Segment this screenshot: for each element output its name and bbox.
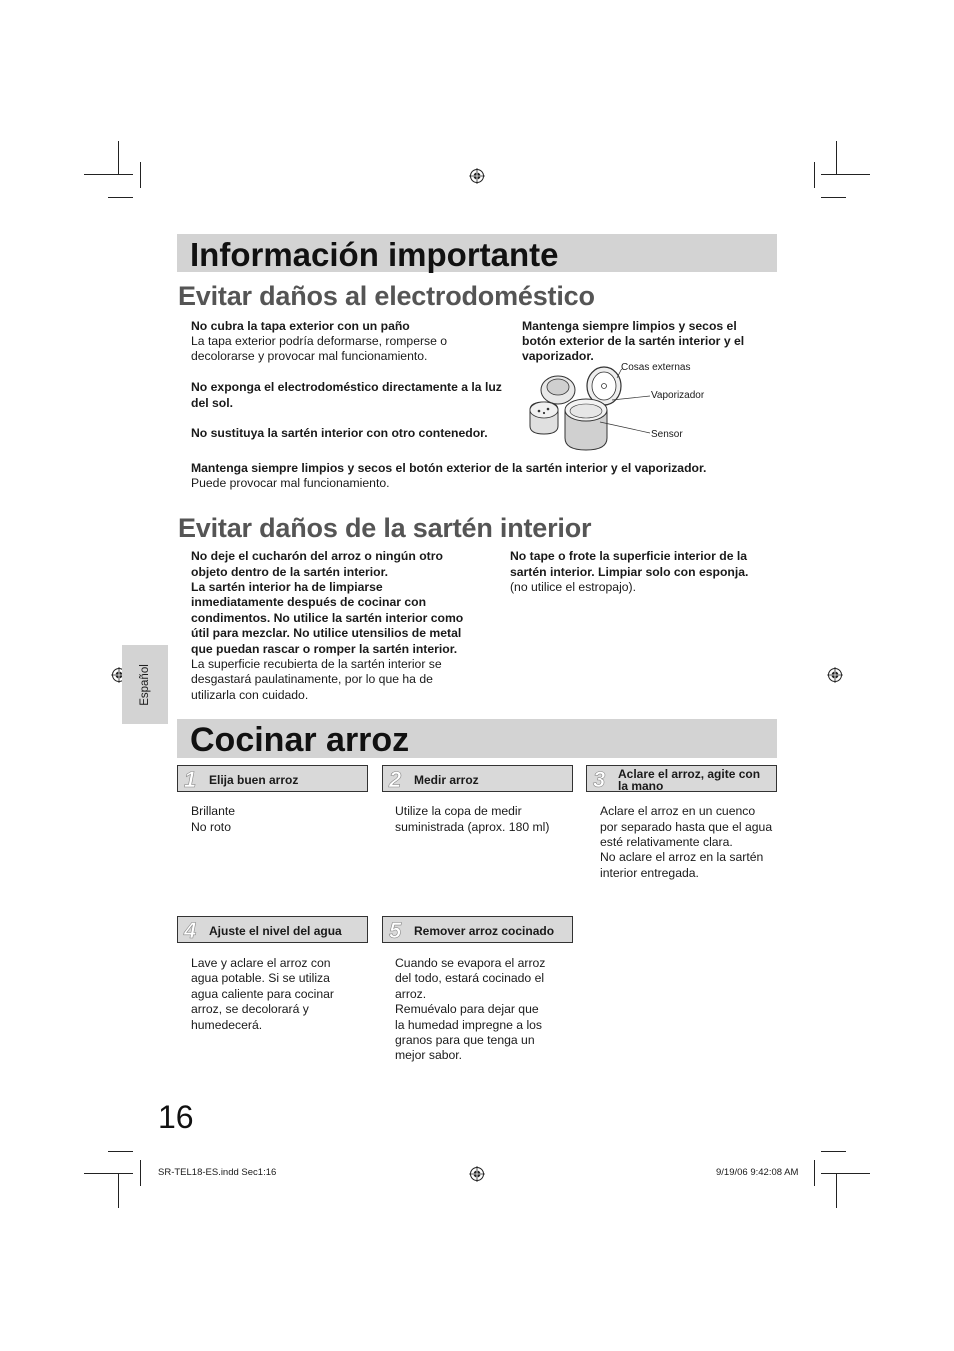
step-label: Medir arroz bbox=[414, 773, 479, 787]
step-label: Remover arroz cocinado bbox=[414, 924, 555, 938]
figure-label-external: Cosas externas bbox=[621, 362, 691, 373]
step-number: 5 bbox=[389, 918, 402, 943]
warning-inner-pan: condimentos. No utilice la sartén interior como bbox=[191, 611, 464, 625]
crop-mark bbox=[118, 141, 119, 174]
warning-text: (no utilice el estropajo). bbox=[510, 580, 636, 594]
step-text: agua caliente para cocinar bbox=[191, 987, 334, 1001]
crop-mark bbox=[108, 1151, 133, 1152]
section-heading-appliance: Evitar daños al electrodoméstico bbox=[178, 281, 595, 311]
warning-inner-pan: inmediatamente después de cocinar con bbox=[191, 595, 427, 609]
warning-keep-clean: Mantenga siempre limpios y secos el bbox=[522, 319, 737, 333]
crop-mark bbox=[108, 197, 133, 198]
crop-mark bbox=[118, 1174, 119, 1208]
step-text: por separado hasta que el agua bbox=[600, 820, 773, 834]
step-text: mejor sabor. bbox=[395, 1048, 463, 1062]
crop-mark bbox=[821, 1151, 846, 1152]
step-text: arroz, se decolorará y bbox=[191, 1002, 309, 1016]
warning-text: utilizarla con cuidado. bbox=[191, 688, 309, 702]
page-title-bar bbox=[177, 234, 777, 272]
step-text: Brillante bbox=[191, 804, 236, 818]
step-text: suministrada (aprox. 180 ml) bbox=[395, 820, 550, 834]
step-number: 2 bbox=[389, 767, 402, 792]
step-2-header bbox=[382, 765, 573, 792]
step-text: la humedad impregne a los bbox=[395, 1018, 543, 1032]
step-text: humedecerá. bbox=[191, 1018, 263, 1032]
warning-sunlight: No exponga el electrodoméstico directamente a la luz bbox=[191, 380, 502, 394]
language-tab bbox=[122, 645, 168, 724]
step-3-header bbox=[586, 765, 777, 792]
figure-label-vaporizer: Vaporizador bbox=[651, 390, 705, 401]
step-1-header bbox=[177, 765, 368, 792]
registration-mark-icon bbox=[469, 1166, 485, 1182]
warning-inner-pan: que puedan rascar o romper la sartén interior. bbox=[191, 642, 458, 656]
language-tab-label: Español bbox=[139, 664, 151, 706]
step-text: Utilize la copa de medir bbox=[395, 804, 522, 818]
footer-filename: SR-TEL18-ES.indd Sec1:16 bbox=[158, 1167, 277, 1178]
step-number: 1 bbox=[184, 767, 197, 792]
step-text: granos para que tenga un bbox=[395, 1033, 535, 1047]
registration-mark-icon bbox=[827, 667, 843, 683]
warning-keep-clean: vaporizador. bbox=[522, 349, 594, 363]
warning-scrub: sartén interior. Limpiar solo con esponja. bbox=[510, 565, 749, 579]
page-title: Información importante bbox=[190, 236, 559, 273]
crop-mark bbox=[821, 197, 846, 198]
warning-sunlight: del sol. bbox=[191, 396, 233, 410]
step-label: Aclare el arroz, agite con bbox=[618, 767, 761, 781]
crop-mark bbox=[814, 1160, 815, 1186]
step-5-header bbox=[382, 916, 573, 943]
warning-inner-pan: útil para mezclar. No utilice utensilios de metal bbox=[191, 626, 462, 640]
rice-cooker-parts-illustration bbox=[520, 360, 700, 455]
step-text: No aclare el arroz en la sartén bbox=[600, 850, 764, 864]
warning-inner-pan: objeto dentro de la sartén interior. bbox=[191, 565, 389, 579]
crop-mark bbox=[836, 1174, 837, 1208]
crop-mark bbox=[821, 1173, 870, 1174]
crop-mark bbox=[140, 1160, 141, 1186]
step-label: Elija buen arroz bbox=[209, 773, 299, 787]
step-text: esté relativamente clara. bbox=[600, 835, 733, 849]
step-text: interior entregada. bbox=[600, 866, 699, 880]
crop-mark bbox=[814, 162, 815, 188]
warning-text: decolorarse y provocar mal funcionamiento. bbox=[191, 349, 428, 363]
warning-text: Puede provocar mal funcionamiento. bbox=[191, 476, 390, 490]
step-text: del todo, estará cocinado el bbox=[395, 971, 545, 985]
step-text: Lave y aclare el arroz con bbox=[191, 956, 331, 970]
footer-timestamp: 9/19/06 9:42:08 AM bbox=[716, 1167, 799, 1178]
warning-scrub: No tape o frote la superficie interior de la bbox=[510, 549, 748, 563]
warning-inner-pan: No deje el cucharón del arroz o ningún otro bbox=[191, 549, 443, 563]
section-heading-inner-pan: Evitar daños de la sartén interior bbox=[178, 513, 592, 543]
step-text: No roto bbox=[191, 820, 231, 834]
crop-mark bbox=[836, 141, 837, 174]
step-number: 3 bbox=[593, 767, 606, 792]
warning-text: La tapa exterior podría deformarse, romperse o bbox=[191, 334, 448, 348]
warning-text: desgastará paulatinamente, por lo que ha de bbox=[191, 672, 433, 686]
warning-keep-clean: botón exterior de la sartén interior y el bbox=[522, 334, 745, 348]
registration-mark-icon bbox=[469, 168, 485, 184]
step-text: Cuando se evapora el arroz bbox=[395, 956, 546, 970]
crop-mark bbox=[84, 1173, 133, 1174]
warning-replace-pan: No sustituya la sartén interior con otro contenedor. bbox=[191, 426, 488, 440]
crop-mark bbox=[821, 174, 870, 175]
step-text: Remuévalo para dejar que bbox=[395, 1002, 539, 1016]
figure-label-sensor: Sensor bbox=[651, 429, 683, 440]
crop-mark bbox=[140, 162, 141, 188]
step-label: Ajuste el nivel del agua bbox=[209, 924, 342, 938]
step-label: la mano bbox=[618, 779, 664, 793]
warning-keep-clean-full: Mantenga siempre limpios y secos el botón exterior de la sartén interior y el vaporizador. bbox=[191, 461, 707, 475]
step-4-header bbox=[177, 916, 368, 943]
cook-rice-title: Cocinar arroz bbox=[190, 721, 410, 759]
step-number: 4 bbox=[184, 918, 197, 943]
warning-inner-pan: La sartén interior ha de limpiarse bbox=[191, 580, 383, 594]
step-text: arroz. bbox=[395, 987, 427, 1001]
cook-rice-title-bar bbox=[177, 719, 777, 758]
page-number: 16 bbox=[158, 1099, 194, 1135]
step-text: Aclare el arroz en un cuenco bbox=[600, 804, 756, 818]
step-text: agua potable. Si se utiliza bbox=[191, 971, 330, 985]
warning-text: La superficie recubierta de la sartén interior se bbox=[191, 657, 442, 671]
warning-cover-lid: No cubra la tapa exterior con un paño bbox=[191, 319, 410, 333]
crop-mark bbox=[84, 174, 133, 175]
